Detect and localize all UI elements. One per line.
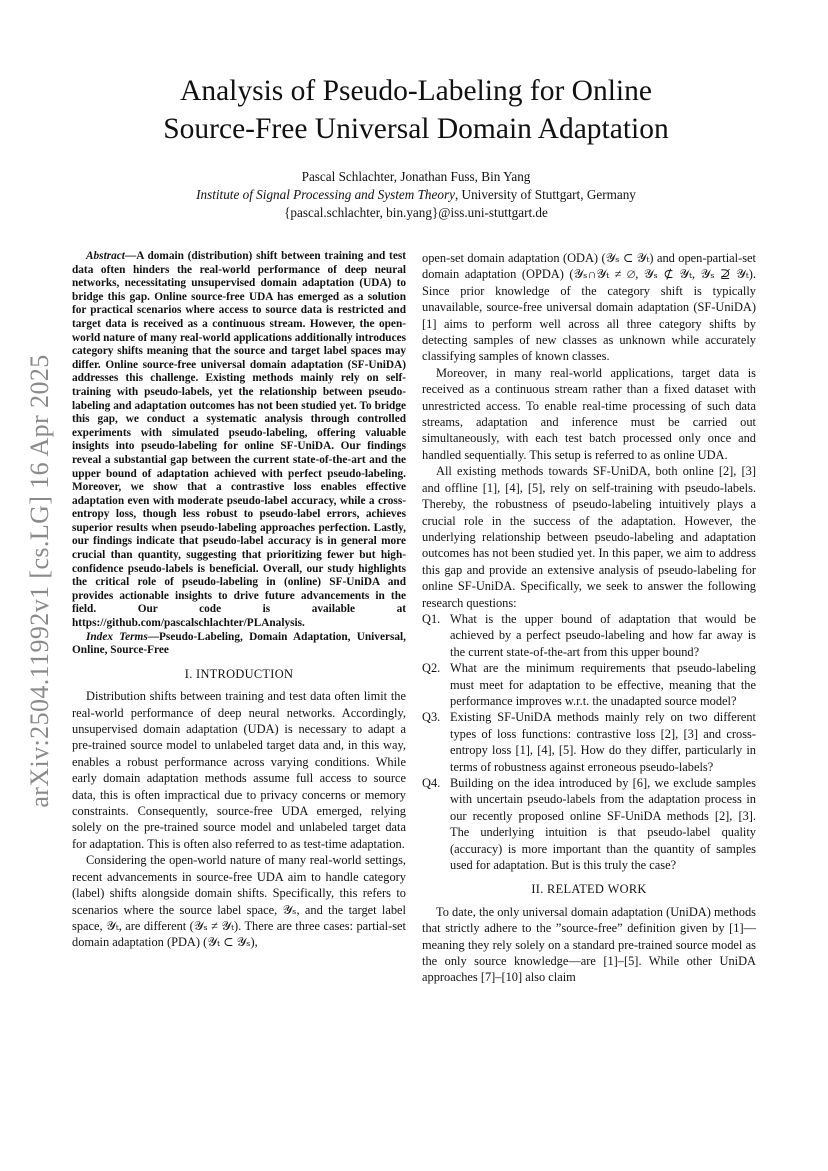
title-line-1: Analysis of Pseudo-Labeling for Online — [180, 75, 652, 107]
research-question-2: Q2. What are the minimum requirements that pseudo-labeling must meet for adaptation to be effective, meaning that the performance improves w.r.t. the unadapted source model? — [422, 661, 756, 708]
research-question-3: Q3. Existing SF-UniDA methods mainly rely on two different types of loss functions: contrastive loss [2], [3] and cross-entropy loss [1], [4], [5]. How do they differ, particularly in terms of robustness against erroneous pseudo-labels? — [422, 710, 756, 774]
intro-paragraph-2: Considering the open-world nature of many real-world settings, recent advancements in source-free UDA aim to handle category (label) shifts alongside domain shifts. Specifically, this refers to scenarios where the source label space, 𝒴ₛ, and the target label space, 𝒴ₜ, are different (𝒴ₛ ≠ 𝒴ₜ). There are three cases: partial-set domain adaptation (PDA) (𝒴ₜ ⊂ 𝒴ₛ), — [72, 853, 406, 950]
author-email: {pascal.schlachter, bin.yang}@iss.uni-stuttgart.de — [284, 205, 548, 220]
affiliation — [78, 186, 754, 204]
section-heading-related-work: II. RELATED WORK — [531, 882, 647, 897]
research-question-4: Q4. Building on the idea introduced by [6], we exclude samples with uncertain pseudo-labels from the adaptation process in our recently proposed online SF-UniDA methods [2], [3]. The underlying intuition is that pseudo-label quality (accuracy) is more important than the quantity of samples used for adaptation. But is this truly the case? — [422, 776, 756, 873]
abstract-text: —A domain (distribution) shift between training and test data often hinders the real-world performance of deep neural networks, necessitating unsupervised domain adaptation (UDA) to bridge this gap. Online source-free UDA has emerged as a solution for practical scenarios where access to source data is restricted and target data is received as a continuous stream. However, the open-world nature of many real-world applications additionally introduces category shifts meaning that the source and target label spaces may differ. Online source-free universal domain adaptation (SF-UniDA) addresses this challenge. Existing methods mainly rely on self-training with pseudo-labels, yet the relationship between pseudo-labeling and adaptation outcomes has not been studied yet. To bridge this gap, we conduct a systematic analysis through controlled experiments with simulated pseudo-labeling, offering valuable insights into pseudo-labeling for online SF-UniDA. Our findings reveal a substantial gap between the current state-of-the-art and the upper bound of adaptation achieved with perfect pseudo-labeling. Moreover, we show that a contrastive loss enables effective adaptation even with moderate pseudo-label accuracy, while a cross-entropy loss, though less robust to pseudo-label errors, achieves superior results when pseudo-labeling approaches perfection. Lastly, our findings indicate that pseudo-label accuracy is in general more crucial than quantity, suggesting that prioritizing fewer but high-confidence pseudo-labels is beneficial. Overall, our study highlights the critical role of pseudo-labeling in (online) SF-UniDA and provides actionable insights to drive future advancements in the field. Our code is available at https://github.com/pascalschlachter/PLAnalysis. — [72, 250, 406, 630]
affiliation-university: , University of Stuttgart, Germany — [454, 187, 636, 202]
section-heading-introduction: I. INTRODUCTION — [184, 666, 294, 681]
authors: Pascal Schlachter, Jonathan Fuss, Bin Yang — [301, 169, 531, 184]
index-terms-lead: Index Terms — [86, 630, 148, 643]
arxiv-id: arXiv:2504.11992v1 [cs.LG] 16 Apr 2025 — [25, 354, 54, 808]
intro-paragraph-2-continued: open-set domain adaptation (ODA) (𝒴ₛ ⊂ 𝒴ₜ) and open-partial-set domain adaptation (OPDA) (𝒴ₛ∩𝒴ₜ ≠ ∅, 𝒴ₛ ⊄ 𝒴ₜ, 𝒴ₛ ⊉ 𝒴ₜ). Since prior knowledge of the category shift is typically unavailable, source-free universal domain adaptation (SF-UniDA) [1] aims to perform well across all three category shifts by detecting samples of new classes as unknown while accurately classifying samples of known classes. — [422, 251, 756, 364]
research-question-1: Q1. What is the upper bound of adaptation that would be achieved by a perfect pseudo-labeling and how far away is the current state-of-the-art from this upper bound? — [422, 611, 756, 659]
abstract-lead: Abstract — [86, 250, 125, 262]
intro-paragraph-3: Moreover, in many real-world applications, target data is received as a continuous stream rather than a fixed dataset with unrestricted access. To enable real-time processing of such data streams, adaptation and inference must be carried out simultaneously, with each test batch processed only once and handled sequentially. This setup is referred to as online UDA. — [422, 365, 756, 462]
research-questions — [422, 611, 756, 874]
paper-title — [78, 72, 754, 148]
left-column — [72, 250, 406, 951]
title-line-2: Source-Free Universal Domain Adaptation — [163, 113, 669, 145]
intro-paragraph-1: Distribution shifts between training and test data often limit the real-world performance of deep neural networks. Accordingly, unsupervised domain adaptation (UDA) is necessary to adapt a pre-trained source model to unlabeled target data and, in this way, enables a robust performance across varying conditions. While early domain adaptation methods assume full access to source data, this is often impractical due to privacy concerns or memory constraints. Consequently, source-free UDA emerged, relying solely on the pre-trained source model and unlabeled target data for adaptation. This is often also referred to as test-time adaptation. — [72, 689, 406, 851]
index-terms-text: —Pseudo-Labeling, Domain Adaptation, Universal, Online, Source-Free — [72, 630, 406, 657]
right-column — [422, 250, 756, 986]
affiliation-institute: Institute of Signal Processing and System Theory — [196, 187, 455, 202]
arxiv-watermark — [20, 338, 60, 824]
abstract — [72, 250, 406, 631]
intro-paragraph-4: All existing methods towards SF-UniDA, both online [2], [3] and offline [1], [4], [5], rely on self-training with pseudo-labels. Thereby, the robustness of pseudo-labeling intuitively plays a crucial role in the success of the adaptation. However, the underlying relationship between pseudo-labeling and adaptation outcomes has not been studied yet. In this paper, we aim to address this gap and provide an extensive analysis of pseudo-labeling for online SF-UniDA. Specifically, we seek to answer the following research questions: — [422, 464, 756, 610]
related-work-paragraph-1: To date, the only universal domain adaptation (UniDA) methods that strictly adhere to the ”source-free” definition given by [1]—meaning they rely solely on a standard pre-trained source model as the only source knowledge—are [1]–[5]. While other UniDA approaches [7]–[10] also claim — [422, 904, 756, 985]
index-terms — [72, 631, 406, 658]
